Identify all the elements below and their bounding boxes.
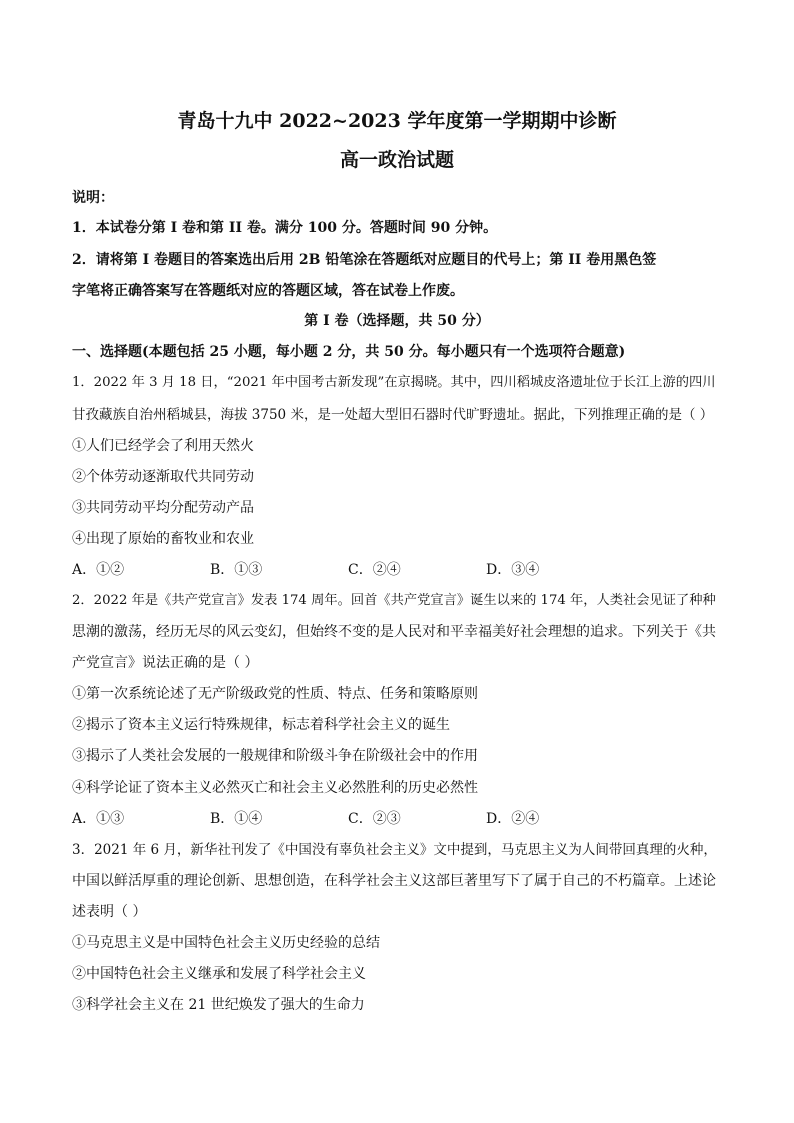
option-b: B．①④ <box>210 811 263 827</box>
question-item: ④出现了原始的畜牧业和农业 <box>72 531 254 547</box>
option-a: A．①② <box>72 562 125 578</box>
question-item: ②个体劳动逐渐取代共同劳动 <box>72 469 254 485</box>
question-stem-line: 1．2022 年 3 月 18 日，“2021 年中国考古新发现”在京揭晓。其中，四川稻城皮洛遗址位于长江上游的四川 <box>72 375 716 390</box>
answer-options <box>72 560 724 580</box>
question-stem-line: 2．2022 年是《共产党宣言》发表 174 周年。回首《共产党宣言》诞生以来的 174 年，人类社会见证了种种 <box>72 593 716 608</box>
section-heading: 一、选择题(本题包括 25 小题，每小题 2 分，共 50 分。每小题只有一个选项符合题意) <box>72 344 626 360</box>
question-item: ②揭示了资本主义运行特殊规律，标志着科学社会主义的诞生 <box>72 717 450 733</box>
question-stem-line: 思潮的激荡，经历无尽的风云变幻，但始终不变的是人民对和平幸福美好社会理想的追求。下列关于《共 <box>72 624 716 640</box>
instruction-line: 2．请将第 I 卷题目的答案选出后用 2B 铅笔涂在答题纸对应题目的代号上；第 II 卷用黑色签 <box>72 252 657 268</box>
exam-subtitle: 高一政治试题 <box>339 149 454 171</box>
question-stem-line: 中国以鲜活厚重的理论创新、思想创造，在科学社会主义这部巨著里写下了属于自己的不朽篇章。上述论 <box>72 873 716 889</box>
question-item: ①人们已经学会了利用天然火 <box>72 438 254 454</box>
option-a: A．①③ <box>72 811 125 827</box>
question-item: ①第一次系统论述了无产阶级政党的性质、特点、任务和策略原则 <box>72 686 478 702</box>
option-c: C．②③ <box>348 811 401 827</box>
part-heading: 第 I 卷（选择题，共 50 分） <box>304 313 490 329</box>
question-item: ③科学社会主义在 21 世纪焕发了强大的生命力 <box>72 997 365 1013</box>
option-c: C．②④ <box>348 562 401 578</box>
option-b: B．①③ <box>210 562 263 578</box>
answer-options <box>72 809 724 829</box>
question-stem-line: 产党宣言》说法正确的是（ ） <box>72 655 259 671</box>
instruction-line: 字笔将正确答案写在答题纸对应的答题区域，答在试卷上作废。 <box>72 283 464 299</box>
question-stem-line: 3．2021 年 6 月，新华社刊发了《中国没有辜负社会主义》文中提到，马克思主义为人间带回真理的火种， <box>72 842 717 858</box>
option-d: D．③④ <box>486 562 540 578</box>
question-stem-line: 甘孜藏族自治州稻城县，海拔 3750 米，是一处超大型旧石器时代旷野遗址。据此，下列推理正确的是（ ） <box>72 407 714 423</box>
exam-title: 青岛十九中 2022~2023 学年度第一学期期中诊断 <box>177 110 617 132</box>
instruction-line: 1．本试卷分第 I 卷和第 II 卷。满分 100 分。答题时间 90 分钟。 <box>72 220 498 236</box>
option-d: D．②④ <box>486 811 540 827</box>
question-item: ③共同劳动平均分配劳动产品 <box>72 500 254 516</box>
question-item: ②中国特色社会主义继承和发展了科学社会主义 <box>72 966 366 982</box>
question-item: ③揭示了人类社会发展的一般规律和阶级斗争在阶级社会中的作用 <box>72 748 478 764</box>
instructions-heading: 说明： <box>72 190 114 206</box>
question-item: ①马克思主义是中国特色社会主义历史经验的总结 <box>72 935 380 951</box>
question-item: ④科学论证了资本主义必然灭亡和社会主义必然胜利的历史必然性 <box>72 780 478 796</box>
question-stem-line: 述表明（ ） <box>72 904 147 920</box>
